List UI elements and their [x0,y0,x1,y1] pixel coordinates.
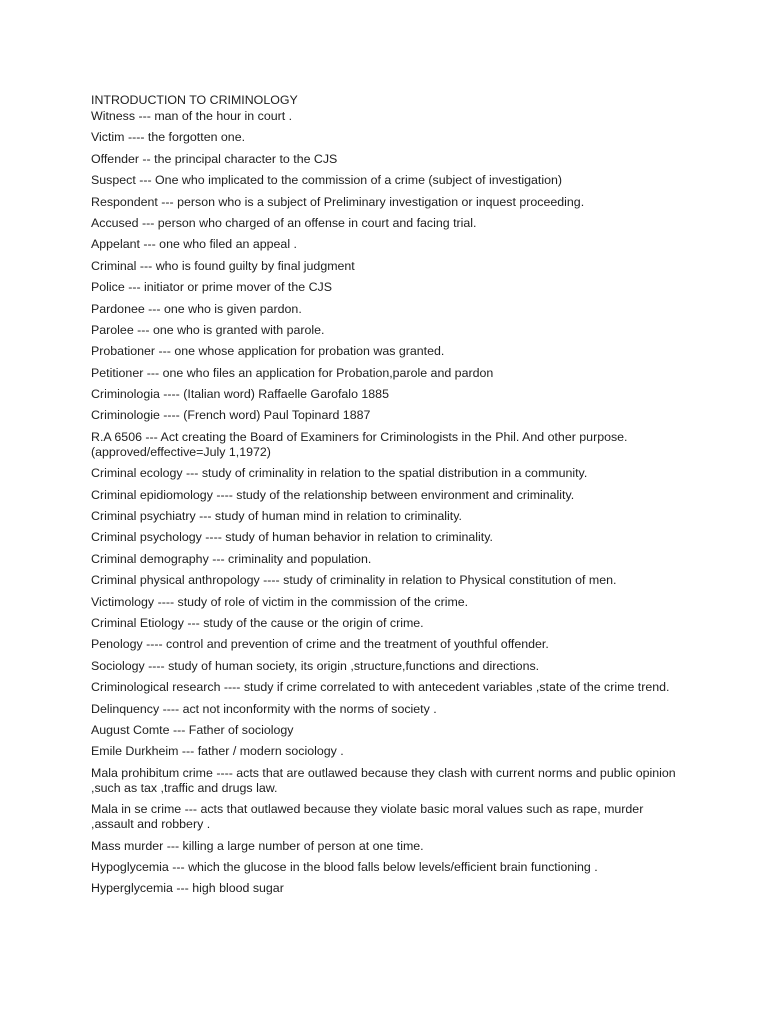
definition-entry: Criminal epidiomology ---- study of the relationship between environment and criminality. [91,487,575,502]
definition-entry: Offender -- the principal character to the CJS [91,151,338,166]
definition-entry: Mass murder --- killing a large number of person at one time. [91,838,424,853]
definition-entry: Penology ---- control and prevention of crime and the treatment of youthful offender. [91,637,549,652]
document-title: INTRODUCTION TO CRIMINOLOGY [91,93,298,107]
definition-entry: Pardonee --- one who is given pardon. [91,301,302,316]
definition-entry: Criminal ecology --- study of criminality in relation to the spatial distribution in a community. [91,466,588,481]
definition-entry: Sociology ---- study of human society, its origin ,structure,functions and directions. [91,658,540,673]
definition-entry: Parolee --- one who is granted with parole. [91,322,325,337]
definition-entry: Criminologia ---- (Italian word) Raffaelle Garofalo 1885 [91,387,389,402]
definition-entry: Petitioner --- one who files an application for Probation,parole and pardon [91,365,494,380]
definition-entry: Criminal --- who is found guilty by final judgment [91,258,355,273]
definition-entry: Delinquency ---- act not inconformity with the norms of society . [91,701,437,716]
definition-entry: Respondent --- person who is a subject of Preliminary investigation or inquest proceeding. [91,194,585,209]
definition-entry: R.A 6506 --- Act creating the Board of Examiners for Criminologists in the Phil. And other purpose.(approved/effective=July 1,1972) [91,429,628,459]
definition-entry: Police --- initiator or prime mover of the CJS [91,280,333,295]
definition-entry: Criminal psychiatry --- study of human mind in relation to criminality. [91,509,462,524]
definition-entry: Witness --- man of the hour in court . [91,109,293,123]
definition-entry: Mala in se crime --- acts that outlawed because they violate basic moral values such as rape, murder ,assault and robbery . [91,802,644,832]
definition-entry: Criminologie ---- (French word) Paul Topinard 1887 [91,408,371,423]
definition-entry: Suspect --- One who implicated to the commission of a crime (subject of investigation) [91,173,563,188]
definition-entry: Probationer --- one whose application for probation was granted. [91,344,445,359]
definition-entry: Emile Durkheim --- father / modern sociology . [91,744,344,759]
definition-entry: Hyperglycemia --- high blood sugar [91,881,284,896]
definition-entry: Criminal Etiology --- study of the cause or the origin of crime. [91,615,424,630]
definition-entry: Accused --- person who charged of an offense in court and facing trial. [91,215,477,230]
definition-entry: Criminological research ---- study if crime correlated to with antecedent variables ,state of the crime trend. [91,680,670,695]
definition-entry: Hypoglycemia --- which the glucose in the blood falls below levels/efficient brain functioning . [91,859,598,874]
definition-entry: Criminal physical anthropology ---- study of criminality in relation to Physical constitution of men. [91,573,617,588]
definition-list [91,109,691,896]
definition-entry: Victimology ---- study of role of victim in the commission of the crime. [91,594,469,609]
definition-entry: August Comte --- Father of sociology [91,722,294,737]
definition-entry: Criminal demography --- criminality and population. [91,551,372,566]
definition-entry: Victim ---- the forgotten one. [91,130,246,145]
definition-entry: Criminal psychology ---- study of human behavior in relation to criminality. [91,530,493,545]
document-page [91,93,691,903]
definition-entry: Appelant --- one who filed an appeal . [91,237,297,252]
definition-entry: Mala prohibitum crime ---- acts that are outlawed because they clash with current norms and public opinion ,such as tax ,traffic and drugs law. [91,765,676,795]
